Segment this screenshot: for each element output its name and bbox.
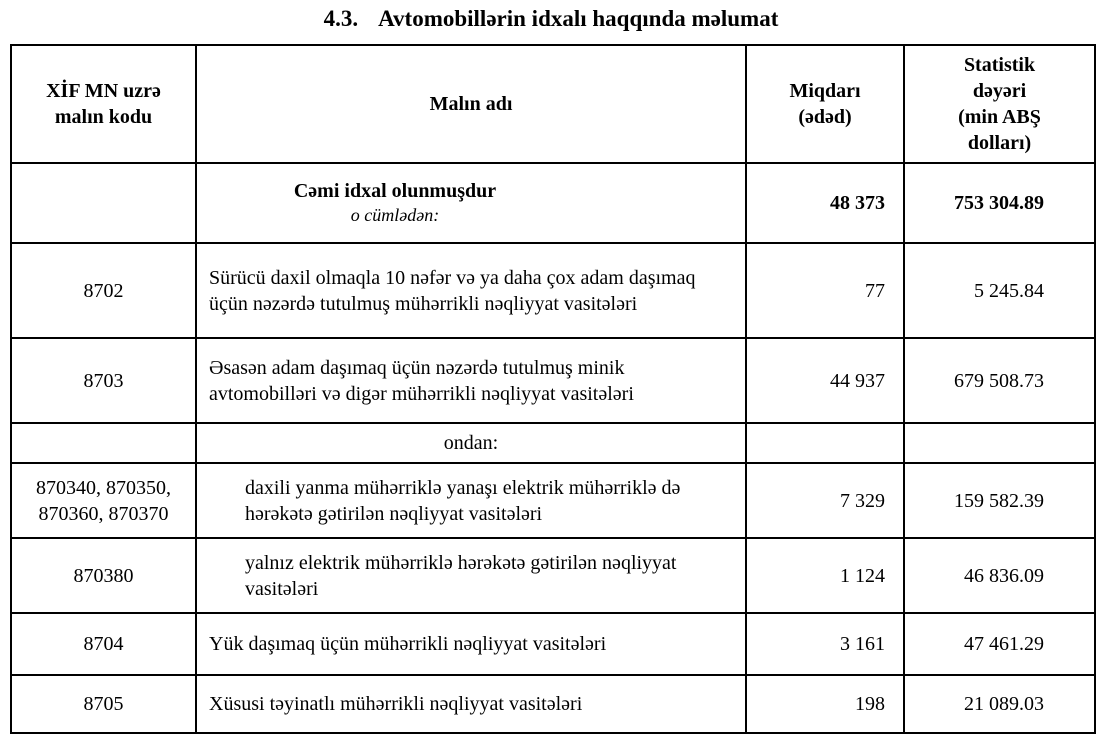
total-value: 753 304.89 xyxy=(904,163,1095,243)
total-name-cell xyxy=(196,163,746,243)
table-row xyxy=(11,463,1095,538)
col-header-code-line2: malın kodu xyxy=(54,106,153,128)
section-title-text: Avtomobillərin idxalı haqqında məlumat xyxy=(378,6,779,31)
col-header-value-line1: Statistik xyxy=(963,54,1036,76)
total-quantity: 48 373 xyxy=(746,163,904,243)
row-code: 870340, 870350, 870360, 870370 xyxy=(11,463,196,538)
section-label: ondan: xyxy=(196,423,746,463)
col-header-code-line1: XİF MN uzrə xyxy=(46,80,161,102)
col-header-name: Malın adı xyxy=(196,45,746,163)
row-name: Xüsusi təyinatlı mühərrikli nəqliyyat vasitələri xyxy=(196,675,746,733)
total-subnote: o cümlədən: xyxy=(350,205,440,226)
table-header-row xyxy=(11,45,1095,163)
col-header-quantity-line1: Miqdarı xyxy=(789,80,861,102)
col-header-value-line3: (min ABŞ xyxy=(958,106,1041,128)
row-code: 8704 xyxy=(11,613,196,675)
section-code-cell xyxy=(11,423,196,463)
table-row xyxy=(11,675,1095,733)
row-value: 21 089.03 xyxy=(904,675,1095,733)
col-header-value xyxy=(904,45,1095,163)
row-code: 8705 xyxy=(11,675,196,733)
row-value: 159 582.39 xyxy=(904,463,1095,538)
row-value: 679 508.73 xyxy=(904,338,1095,423)
row-value: 47 461.29 xyxy=(904,613,1095,675)
row-quantity: 7 329 xyxy=(746,463,904,538)
col-header-code xyxy=(11,45,196,163)
table-row-section xyxy=(11,423,1095,463)
row-name: Yük daşımaq üçün mühərrikli nəqliyyat vasitələri xyxy=(196,613,746,675)
row-quantity: 3 161 xyxy=(746,613,904,675)
section-quantity-cell xyxy=(746,423,904,463)
col-header-quantity-line2: (ədəd) xyxy=(798,106,852,128)
table-row xyxy=(11,613,1095,675)
total-code-cell xyxy=(11,163,196,243)
import-data-table xyxy=(10,44,1096,734)
row-quantity: 198 xyxy=(746,675,904,733)
page-title xyxy=(8,6,1094,32)
row-name: Sürücü daxil olmaqla 10 nəfər və ya daha çox adam daşımaq üçün nəzərdə tutulmuş mühərrikli nəqliyyat vasitələri xyxy=(196,243,746,338)
table-row xyxy=(11,338,1095,423)
row-code: 8702 xyxy=(11,243,196,338)
total-label: Cəmi idxal olunmuşdur xyxy=(293,180,497,203)
row-value: 5 245.84 xyxy=(904,243,1095,338)
row-name: daxili yanma mühərriklə yanaşı elektrik mühərriklə də hərəkətə gətirilən nəqliyyat vasitələri xyxy=(196,463,746,538)
row-code: 8703 xyxy=(11,338,196,423)
col-header-value-line2: dəyəri xyxy=(972,80,1027,102)
row-name: Əsasən adam daşımaq üçün nəzərdə tutulmuş minik avtomobilləri və digər mühərrikli nəqliyyat vasitələri xyxy=(196,338,746,423)
col-header-quantity xyxy=(746,45,904,163)
section-value-cell xyxy=(904,423,1095,463)
row-value: 46 836.09 xyxy=(904,538,1095,613)
table-row xyxy=(11,538,1095,613)
row-quantity: 77 xyxy=(746,243,904,338)
section-number: 4.3. xyxy=(323,6,359,31)
table-row xyxy=(11,243,1095,338)
row-quantity: 44 937 xyxy=(746,338,904,423)
row-quantity: 1 124 xyxy=(746,538,904,613)
row-code: 870380 xyxy=(11,538,196,613)
row-name: yalnız elektrik mühərriklə hərəkətə gətirilən nəqliyyat vasitələri xyxy=(196,538,746,613)
col-header-value-line4: dolları) xyxy=(967,132,1032,154)
table-row-total xyxy=(11,163,1095,243)
